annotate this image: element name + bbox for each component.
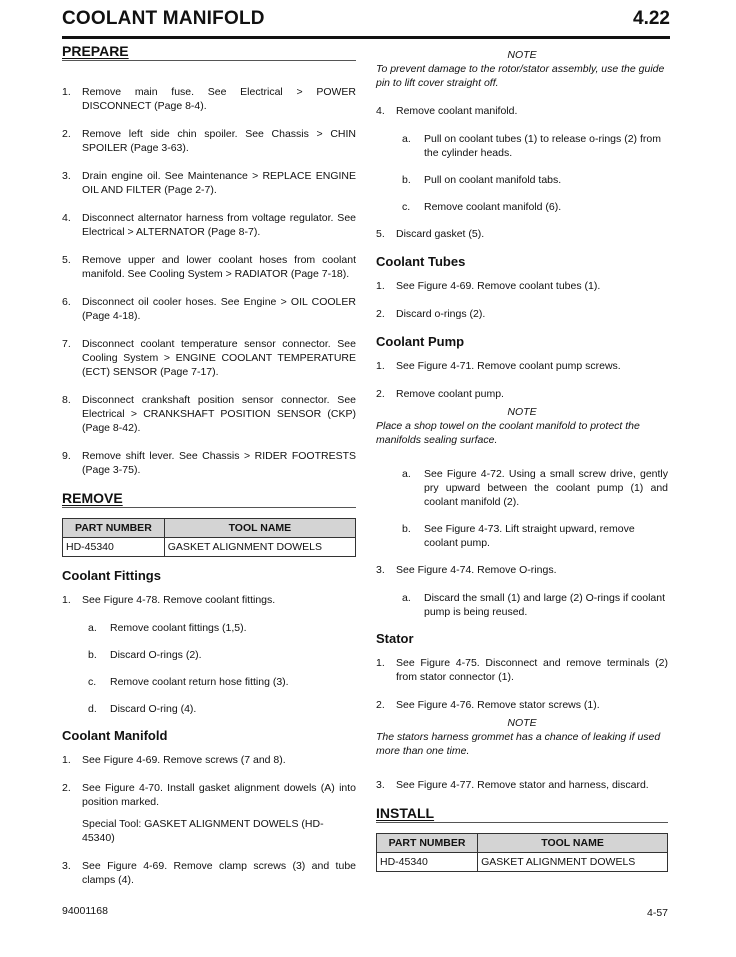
coolant-pump-heading: Coolant Pump <box>376 334 465 349</box>
list-item: 6. Disconnect oil cooler hoses. See Engine > OIL COOLER (Page 4-18). <box>62 296 356 322</box>
list-item: 4. Remove coolant manifold. <box>376 105 518 117</box>
sub-item: b. Discard O-rings (2). <box>88 649 202 661</box>
note-text: To prevent damage to the rotor/stator assembly, use the guide pin to lift cover straight off. <box>376 63 665 89</box>
special-tool-note: Special Tool: GASKET ALIGNMENT DOWELS (HD-45340) <box>82 818 324 844</box>
col-tool-name: TOOL NAME <box>164 519 355 538</box>
note-heading: NOTE <box>507 717 537 729</box>
list-item: 7. Disconnect coolant temperature sensor connector. See Cooling System > ENGINE COOLANT TEMPERATURE (ECT) SENSOR (Page 7-17). <box>62 338 356 378</box>
list-item: 3. See Figure 4-69. Remove clamp screws (3) and tube clamps (4). <box>62 860 356 886</box>
list-item: 2. Remove left side chin spoiler. See Chassis > CHIN SPOILER (Page 3-63). <box>62 128 356 154</box>
document-number: 94001168 <box>62 905 108 917</box>
right-column <box>376 44 668 884</box>
list-item: 4. Disconnect alternator harness from voltage regulator. See Electrical > ALTERNATOR (Page 8-7). <box>62 212 356 238</box>
sub-item: c. Remove coolant manifold (6). <box>402 201 562 213</box>
prepare-heading: PREPARE <box>62 44 356 61</box>
sub-item: c. Remove coolant return hose fitting (3). <box>88 676 289 688</box>
list-item: 1. See Figure 4-78. Remove coolant fittings. <box>62 594 276 606</box>
list-item: 3. See Figure 4-77. Remove stator and harness, discard. <box>376 779 649 791</box>
list-item: 1. See Figure 4-69. Remove screws (7 and 8). <box>62 754 286 766</box>
remove-tool-table <box>62 518 356 557</box>
remove-heading: REMOVE <box>62 491 356 508</box>
prepare-steps <box>62 85 356 477</box>
sub-item: a. Discard the small (1) and large (2) O-rings if coolant pump is being reused. <box>402 592 666 618</box>
page-number: 4-57 <box>646 907 668 919</box>
coolant-tubes-heading: Coolant Tubes <box>376 254 466 269</box>
list-item: 3. Drain engine oil. See Maintenance > REPLACE ENGINE OIL AND FILTER (Page 2-7). <box>62 170 356 196</box>
note-heading: NOTE <box>507 49 537 61</box>
list-item: 1. See Figure 4-69. Remove coolant tubes (1). <box>376 280 601 292</box>
col-tool-name: TOOL NAME <box>478 834 668 853</box>
page-title: COOLANT MANIFOLD <box>62 8 265 29</box>
list-item: 2. See Figure 4-76. Remove stator screws (1). <box>376 699 600 711</box>
list-item: 2. Discard o-rings (2). <box>376 308 486 320</box>
section-number: 4.22 <box>633 8 670 29</box>
table-row: HD-45340 GASKET ALIGNMENT DOWELS <box>377 853 668 872</box>
note-text: The stators harness grommet has a chance of leaking if used more than one time. <box>376 731 661 757</box>
list-item: 8. Disconnect crankshaft position sensor connector. See Electrical > CRANKSHAFT POSITION SENSOR (CKP) (Page 8-42). <box>62 394 356 434</box>
list-item: 1. Remove main fuse. See Electrical > POWER DISCONNECT (Page 8-4). <box>62 86 356 112</box>
list-item: 5. Remove upper and lower coolant hoses from coolant manifold. See Cooling System > RADIATOR (Page 7-18). <box>62 254 356 280</box>
sub-item: d. Discard O-ring (4). <box>88 703 197 715</box>
list-item: 5. Discard gasket (5). <box>376 228 485 240</box>
list-item: 1. See Figure 4-75. Disconnect and remove terminals (2) from stator connector (1). <box>376 657 668 683</box>
list-item: 3. See Figure 4-74. Remove O-rings. <box>376 564 557 576</box>
sub-item: a. Pull on coolant tubes (1) to release o-rings (2) from the cylinder heads. <box>402 133 661 159</box>
sub-item: a. See Figure 4-72. Using a small screw drive, gently pry upward between the coolant pump (1) and coolant manifold (2). <box>402 468 668 508</box>
col-part-number: PART NUMBER <box>377 834 478 853</box>
list-item: 2. See Figure 4-70. Install gasket alignment dowels (A) into position marked. <box>62 782 356 808</box>
sub-item: b. Pull on coolant manifold tabs. <box>402 174 562 186</box>
list-item: 2. Remove coolant pump. <box>376 388 504 400</box>
sub-item: a. Remove coolant fittings (1,5). <box>88 622 247 634</box>
coolant-manifold-heading: Coolant Manifold <box>62 728 168 743</box>
list-item: 1. See Figure 4-71. Remove coolant pump screws. <box>376 360 621 372</box>
table-row: HD-45340 GASKET ALIGNMENT DOWELS <box>63 538 356 557</box>
list-item: 9. Remove shift lever. See Chassis > RIDER FOOTRESTS (Page 3-75). <box>62 450 356 476</box>
install-tool-table <box>376 833 668 872</box>
install-heading: INSTALL <box>376 806 668 823</box>
sub-item: b. See Figure 4-73. Lift straight upward, remove coolant pump. <box>402 523 635 549</box>
stator-heading: Stator <box>376 631 414 646</box>
header-rule <box>62 36 670 39</box>
note-heading: NOTE <box>507 406 537 418</box>
coolant-fittings-heading: Coolant Fittings <box>62 568 161 583</box>
left-column <box>62 44 356 901</box>
note-text: Place a shop towel on the coolant manifold to protect the manifolds sealing surface. <box>376 420 640 446</box>
col-part-number: PART NUMBER <box>63 519 165 538</box>
